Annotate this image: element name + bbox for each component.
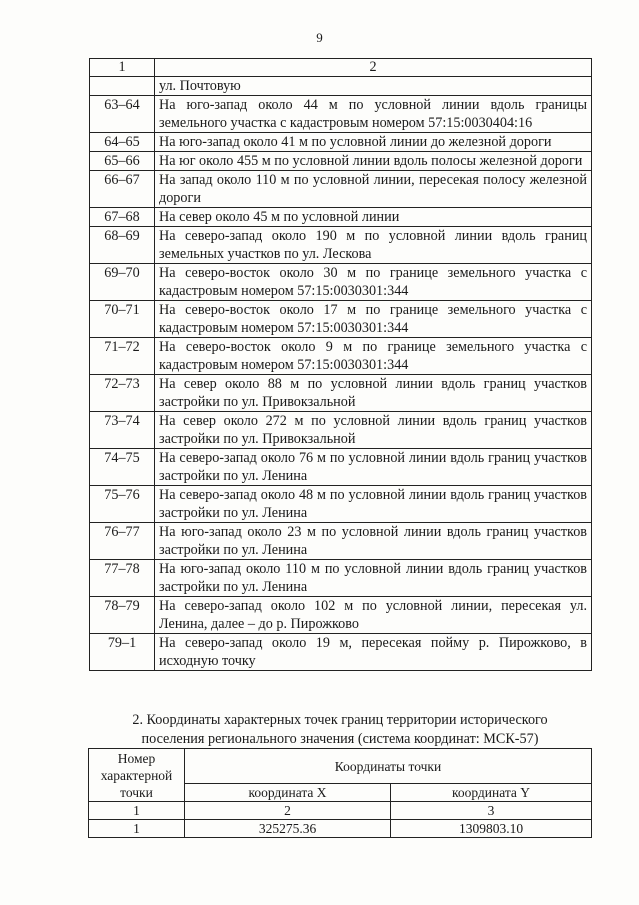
- table-row: [90, 338, 592, 375]
- coords-number-row: [89, 802, 592, 820]
- column-header-segment: 1: [90, 59, 155, 77]
- segment-id-cell: 79–1: [90, 634, 155, 671]
- segment-id-cell: 68–69: [90, 227, 155, 264]
- table-row: [90, 171, 592, 208]
- section-title: 2. Координаты характерных точек границ территории исторического поселения регионального значения (система координат: МСК-57): [132, 712, 548, 747]
- segment-id-cell: 74–75: [90, 449, 155, 486]
- table-row: [90, 449, 592, 486]
- segment-id-cell: 67–68: [90, 208, 155, 227]
- segment-description: На северо-запад около 102 м по условной линии, пересекая ул. Ленина, далее – до р. Пирожково: [155, 597, 592, 634]
- table-row: [90, 96, 592, 133]
- segment-description: На север около 88 м по условной линии вдоль границ участков застройки по ул. Привокзальной: [155, 375, 592, 412]
- table-header-row: [90, 59, 592, 77]
- segment-description: На юг около 455 м по условной линии вдоль полосы железной дороги: [155, 152, 592, 171]
- coordinate-y-cell: 1309803.10: [391, 820, 592, 838]
- coords-header-row: [89, 749, 592, 784]
- segment-id-cell: 78–79: [90, 597, 155, 634]
- segment-id-cell: 73–74: [90, 412, 155, 449]
- segment-id-cell: 71–72: [90, 338, 155, 375]
- table-row: [90, 133, 592, 152]
- table-row: [90, 597, 592, 634]
- segment-id-cell: [90, 77, 155, 96]
- segment-description: На северо-запад около 48 м по условной линии вдоль границ участков застройки по ул. Ленина: [155, 486, 592, 523]
- segment-description: На юго-запад около 41 м по условной линии до железной дороги: [155, 133, 592, 152]
- segment-id-cell: 64–65: [90, 133, 155, 152]
- column-number: 1: [89, 802, 185, 820]
- table-row: [90, 560, 592, 597]
- column-header-coordinates: Координаты точки: [185, 749, 592, 784]
- coordinate-x-cell: 325275.36: [185, 820, 391, 838]
- point-number-cell: 1: [89, 820, 185, 838]
- table-row: [90, 375, 592, 412]
- segment-id-cell: 66–67: [90, 171, 155, 208]
- table-row: [90, 208, 592, 227]
- table-row: [90, 152, 592, 171]
- segment-description: На юго-запад около 44 м по условной линии вдоль границы земельного участка с кадастровым номером 57:15:0030404:16: [155, 96, 592, 133]
- table-row-continuation: [90, 77, 592, 96]
- table-row: [90, 634, 592, 671]
- table-row: [90, 412, 592, 449]
- column-header-x: координата X: [185, 784, 391, 802]
- column-header-y: координата Y: [391, 784, 592, 802]
- segment-description: На север около 45 м по условной линии: [155, 208, 592, 227]
- segment-description: На северо-запад около 76 м по условной линии вдоль границ участков застройки по ул. Ленина: [155, 449, 592, 486]
- table-row: [90, 264, 592, 301]
- segment-description: На северо-восток около 30 м по границе земельного участка с кадастровым номером 57:15:0030301:344: [155, 264, 592, 301]
- table-row: [89, 820, 592, 838]
- segment-description: На северо-запад около 19 м, пересекая пойму р. Пирожково, в исходную точку: [155, 634, 592, 671]
- segment-description: На юго-запад около 23 м по условной линии вдоль границ участков застройки по ул. Ленина: [155, 523, 592, 560]
- segment-description: На запад около 110 м по условной линии, пересекая полосу железной дороги: [155, 171, 592, 208]
- segment-description: ул. Почтовую: [155, 77, 592, 96]
- segment-description: На северо-восток около 9 м по границе земельного участка с кадастровым номером 57:15:0030301:344: [155, 338, 592, 375]
- segment-id-cell: 69–70: [90, 264, 155, 301]
- boundary-segments-table: [89, 58, 592, 671]
- table-row: [90, 523, 592, 560]
- segment-description: На северо-восток около 17 м по границе земельного участка с кадастровым номером 57:15:0030301:344: [155, 301, 592, 338]
- column-number: 2: [185, 802, 391, 820]
- segment-id-cell: 75–76: [90, 486, 155, 523]
- segment-id-cell: 70–71: [90, 301, 155, 338]
- column-header-point-number: Номер характерной точки: [89, 749, 185, 802]
- table-row: [90, 486, 592, 523]
- segment-id-cell: 77–78: [90, 560, 155, 597]
- table-row: [90, 227, 592, 264]
- segment-description: На север около 272 м по условной линии вдоль границ участков застройки по ул. Привокзальной: [155, 412, 592, 449]
- segment-id-cell: 65–66: [90, 152, 155, 171]
- page-number: 9: [316, 30, 323, 45]
- column-header-description: 2: [155, 59, 592, 77]
- segment-id-cell: 76–77: [90, 523, 155, 560]
- segment-description: На юго-запад около 110 м по условной линии вдоль границ участков застройки по ул. Ленина: [155, 560, 592, 597]
- segment-description: На северо-запад около 190 м по условной линии вдоль границ земельных участков по ул. Лескова: [155, 227, 592, 264]
- table-row: [90, 301, 592, 338]
- column-number: 3: [391, 802, 592, 820]
- segment-id-cell: 63–64: [90, 96, 155, 133]
- coordinates-table: [88, 748, 592, 838]
- segment-id-cell: 72–73: [90, 375, 155, 412]
